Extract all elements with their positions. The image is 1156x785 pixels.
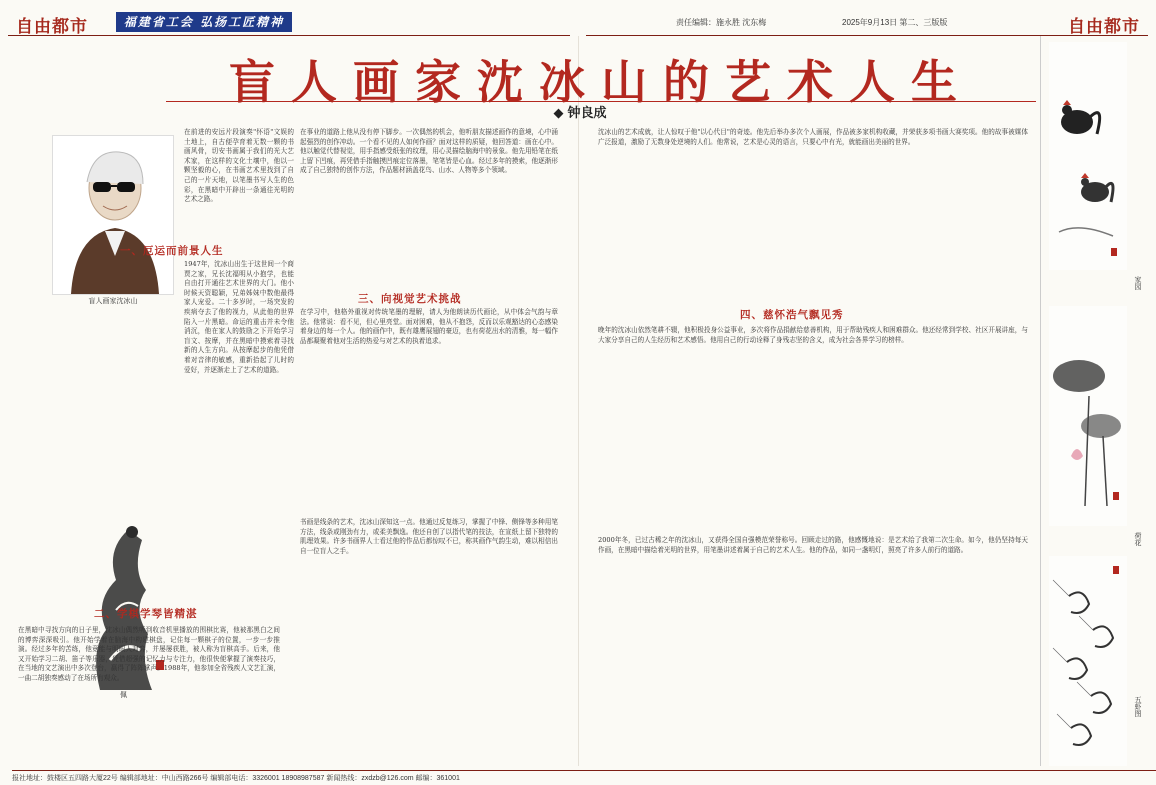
diamond-icon: ◆ [553,106,564,121]
painting-caption-3: 五虾图 [1134,696,1142,717]
section-heading-1: 一、厄运而前景人生 [120,245,224,257]
painting-caption-1: 家园 [1134,276,1142,290]
column-banner: 福建省工会 弘扬工匠精神 [116,12,292,32]
text-col-section1: 1947年，沈冰山出生于这世间一个商贾之家，兄长沈福明从小抱学，也能自由打开通往艺术世界的大门。他小时候天资聪颖，兄弟姊妹中数他最得家人宠爱。二十多岁时，一场突发的疾病夺去了他的视力，从此他的世界陷入一片黑暗。命运的重击并未令他消沉，他在家人的鼓励之下开始学习盲文、按摩，并在黑暗中摸索着寻找新的人生方向。从按摩起步的他凭借着对音律的敏感，重新拾起了儿时的爱好，并逐渐走上了艺术的道路。 [184,260,294,374]
section-heading-4: 四、慈怀浩气飘见秀 [740,309,844,321]
text-col-section2: 在黑暗中寻找方向的日子里，沈冰山偶然听到收音机里播放的围棋比赛，他被那黑白之间的博弈深深吸引。他开始学着在脑海中构建棋盘，记住每一颗棋子的位置，一步一步推演。经过多年的苦练，他竟能与明眼人对弈，并屡屡获胜，被人称为盲棋高手。后来，他又开始学习二胡、笛子等乐器，凭借超强的记忆力与专注力，他很快便掌握了演奏技巧，在当地的文艺演出中多次登台，赢得了阵阵掌声。1988年，他参加全省残疾人文艺汇演，一曲二胡独奏感动了在场所有观众。 [18,626,280,682]
section-heading-2: 二、学棋学琴皆精湛 [94,608,198,620]
masthead-left: 自由都市 [16,17,88,37]
masthead-right: 自由都市 [1068,17,1140,37]
text-col-mid-top: 在事业的道路上他从没有停下脚步。一次偶然的机会，他听朋友描述画作的意境，心中涌起强烈的创作冲动。一个看不见的人如何作画？面对这样的质疑，他回答道：画在心中。他以触觉代替视觉，用手指感受纸张的纹理，用心灵描绘脑海中的景象。他先用铅笔在纸上留下凹痕，再凭借手指触摸凹痕定位落墨，笔笔皆是心血。经过多年的摸索，他逐渐形成了自己独特的创作方法，作品题材涵盖花鸟、山水、人物等多个领域。 [300,128,558,175]
painting-shrimp [1049,556,1127,766]
text-col-right-bottom: 2000年冬，已过古稀之年的沈冰山，又获得全国自强模范荣誉称号。回顾走过的路，他感慨地说：是艺术给了我第二次生命。如今，他仍坚持每天作画，在黑暗中描绘着光明的世界，用笔墨讲述着属于自己的艺术人生。他的作品，如同一盏明灯，照亮了许多人前行的道路。 [598,536,1028,554]
paintings-strip [1040,36,1152,766]
editor-info: 责任编辑：施永胜 沈东梅 [676,18,767,27]
author-name: 钟良成 [567,106,607,121]
artist-photo [52,135,174,295]
page-title: 盲人画家沈冰山的艺术人生 [229,55,973,109]
painting-lotus [1049,306,1127,526]
author-line [420,102,740,121]
section-heading-3: 三、向视觉艺术挑战 [358,293,462,305]
left-header [8,14,570,36]
page-fold [578,36,579,766]
left-painting-caption: 佩 [120,691,127,699]
text-col-right-top: 沈冰山的艺术成就，让人惊叹于他"以心代目"的奇迹。他先后举办多次个人画展，作品被多家机构收藏，并荣获多项书画大赛奖项。他的故事被媒体广泛报道，激励了无数身处逆境的人们。他常说，艺术是心灵的语言，只要心中有光，就能画出美丽的世界。 [598,128,1028,146]
painting-roosters [1049,42,1127,270]
right-header [586,14,1148,36]
footer-contact: 报社地址：鼓楼区五四路大厦22号 编辑部地址：中山西路266号 编辑部电话：3326001 18908987587 新闻热线：zxdzb@126.com 邮编：361001 [12,770,1156,782]
text-col-mid-bottom: 书画是线条的艺术，沈冰山深知这一点。他通过反复练习，掌握了中锋、侧锋等多种用笔方法，线条或刚劲有力，或柔美飘逸。他还自创了以指代笔的技法，在宣纸上留下独特的肌理效果。许多书画界人士看过他的作品后都惊叹不已，称其画作气韵生动，难以相信出自一位盲人之手。 [300,518,558,555]
text-col-intro: 在前进的安远片段演奏"怀语"文娱的土地上，自古便孕育着无数一颗的书画风骨，切安书画属于我们的光大艺术家，在这样的文化土壤中，他以一颗坚毅的心，在书画艺术里找到了自己的一片天地，以笔墨书写人生的色彩，在黑暗中开辟出一条通往光明的艺术之路。 [184,128,294,204]
photo-caption: 盲人画家沈冰山 [88,297,138,305]
painting-caption-2: 荷花 [1134,532,1142,546]
text-col-section4: 晚年的沈冰山依然笔耕不辍，他积极投身公益事业，多次将作品捐献给慈善机构，用于帮助残疾人和困难群众。他还经常到学校、社区开展讲座，与大家分享自己的人生经历和艺术感悟。他用自己的行动诠释了身残志坚的含义，成为社会各界学习的榜样。 [598,326,1028,344]
text-col-section3: 在学习中，他格外重视对传统笔墨的理解，请人为他朗读历代画论，从中体会气韵与章法。他常说：看不见，但心里亮堂。面对困难，他从不抱怨，反而以乐观豁达的心态感染着身边的每一个人。他的画作中，既有雄鹰展翅的豪迈，也有荷花出水的清雅，每一幅作品都凝聚着他对生活的热爱与对艺术的执着追求。 [300,308,558,345]
date-info: 2025年9月13日 第二、三版版 [842,18,948,27]
